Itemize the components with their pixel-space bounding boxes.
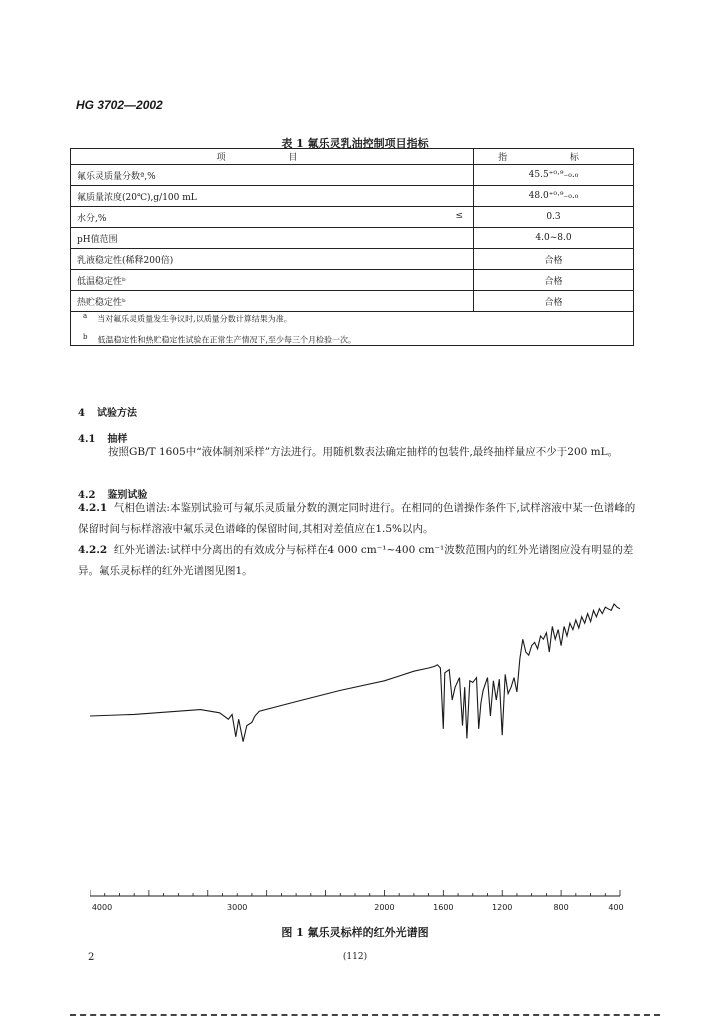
standard-number: HG 3702—2002: [76, 98, 163, 112]
x-tick-label: 400: [608, 903, 624, 912]
table-footnote-row: [71, 312, 634, 346]
table-header-value: 指 标: [474, 149, 634, 165]
spectrum-line: [90, 604, 620, 742]
x-tick-label: 4000: [91, 903, 113, 912]
row-item: 水分,% ≤: [71, 207, 474, 228]
section-4-2-2-paragraph: 4.2.2 红外光谱法:试样中分离出的有效成分与标样在4 000 cm⁻¹~400 cm⁻¹波数范围内的红外光谱图应没有明显的差异。氟乐灵标样的红外光谱图见图1。: [78, 544, 634, 577]
row-item: 热贮稳定性ᵇ: [71, 291, 474, 312]
footnote-a: a 当对氟乐灵质量发生争议时,以质量分数计算结果为准。: [83, 312, 292, 324]
table-caption: 表 1 氟乐灵乳油控制项目指标: [281, 137, 429, 150]
spectrum-plot: [90, 604, 620, 742]
row-value: 合格: [474, 249, 634, 270]
x-tick-label: 2000: [374, 903, 395, 912]
table-row: [71, 207, 634, 228]
control-items-table: [70, 148, 634, 346]
section-4-1-heading: 4.1 抽样: [78, 434, 128, 445]
table-header-item: 项 目: [71, 149, 474, 165]
section-4-2-heading: 4.2 鉴别试验: [78, 490, 148, 501]
section-4-heading: 4 试验方法: [78, 408, 137, 419]
section-4-2-1-paragraph: 4.2.1 气相色谱法:本鉴别试验可与氟乐灵质量分数的测定同时进行。在相同的色谱操作条件下,试样溶液中某一色谱峰的保留时间与标样溶液中氟乐灵色谱峰的保留时间,其相对差值应在1.5%以内。: [78, 502, 636, 535]
page-number-parenthesized: (112): [342, 952, 368, 962]
row-value: 合格: [474, 291, 634, 312]
section-4-1-paragraph: 按照GB/T 1605中“液体制剂采样”方法进行。用随机数表法确定抽样的包装件,最终抽样量应不少于200 mL。: [108, 446, 619, 458]
row-item: 氟乐灵质量分数ª,%: [71, 165, 474, 186]
row-item: 乳液稳定性(稀释200倍): [71, 249, 474, 270]
x-axis: [90, 890, 624, 912]
figure-caption: 图 1 氟乐灵标样的红外光谱图: [281, 926, 429, 939]
x-tick-label: 1600: [433, 903, 454, 912]
table-row: [71, 270, 634, 291]
table-row: [71, 228, 634, 249]
page-number: 2: [88, 952, 95, 963]
table-row: [71, 249, 634, 270]
row-value: 合格: [474, 270, 634, 291]
table-row: [71, 165, 634, 186]
bottom-dashed-border: [70, 1014, 660, 1016]
footnote-b: b 低温稳定性和热贮稳定性试验在正常生产情况下,至少每三个月检验一次。: [83, 332, 357, 345]
table-row: [71, 291, 634, 312]
x-tick-label: 3000: [227, 903, 248, 912]
table-header-row: [71, 149, 634, 165]
row-item: 低温稳定性ᵇ: [71, 270, 474, 291]
le-sign: ≤: [455, 210, 463, 221]
row-value: 48.0⁺⁰·⁹₋₀.₀: [474, 186, 634, 207]
row-value: 4.0~8.0: [474, 228, 634, 249]
x-tick-label: 800: [553, 903, 569, 912]
row-value: 45.5⁺⁰·⁹₋₀.₀: [474, 165, 634, 186]
table-footnotes: [71, 312, 634, 346]
table-row: [71, 186, 634, 207]
ir-spectrum-chart: [90, 578, 630, 918]
row-item: pH值范围: [71, 228, 474, 249]
row-value: 0.3: [474, 207, 634, 228]
row-item: 氟质量浓度(20℃),g/100 mL: [71, 186, 474, 207]
x-tick-label: 1200: [492, 903, 513, 912]
